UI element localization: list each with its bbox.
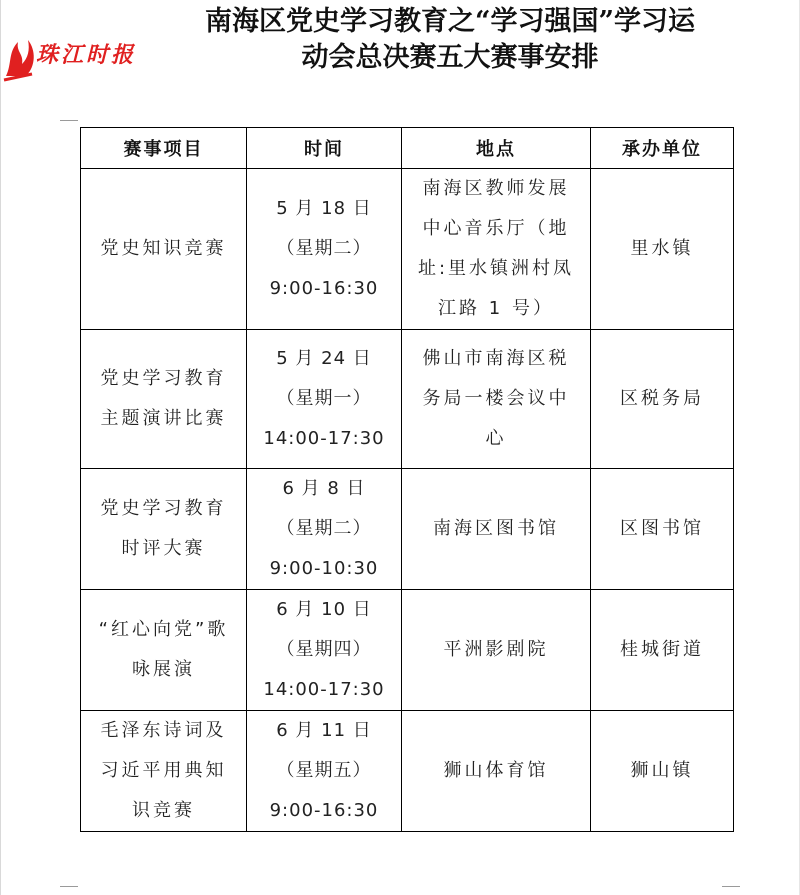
time-weekday: （星期五）: [276, 760, 372, 781]
place-line: 南海区教师发展: [422, 178, 570, 199]
time-date: 5 月 24 日: [276, 348, 372, 369]
newspaper-logo: [2, 24, 177, 84]
time-cell: [247, 711, 402, 832]
time-cell: [247, 169, 402, 330]
table-row: [81, 469, 734, 590]
organizer-cell: [591, 330, 734, 469]
organizer-cell: [591, 469, 734, 590]
place-line: 平洲影剧院: [443, 639, 549, 660]
event-line: “红心向党”歌: [98, 619, 229, 640]
time-cell: [247, 330, 402, 469]
time-range: 9:00-16:30: [269, 800, 379, 821]
header-place: 地点: [402, 128, 591, 169]
place-line: 中心音乐厅（地: [422, 218, 570, 239]
event-line: 时评大赛: [121, 538, 206, 559]
header-time: 时间: [247, 128, 402, 169]
table-row: [81, 590, 734, 711]
place-line: 狮山体育馆: [443, 760, 549, 781]
table-row: [81, 711, 734, 832]
corner-mark-bottom-left: [60, 886, 78, 887]
event-line: 党史学习教育: [100, 368, 227, 389]
time-date: 6 月 10 日: [276, 599, 372, 620]
organizer-text: 里水镇: [630, 238, 694, 259]
header-event: 赛事项目: [81, 128, 247, 169]
organizer-text: 桂城街道: [620, 639, 704, 660]
organizer-text: 区图书馆: [620, 518, 704, 539]
place-cell: [402, 330, 591, 469]
event-line: 咏展演: [132, 659, 195, 680]
corner-mark-top-left: [60, 120, 78, 121]
organizer-cell: [591, 169, 734, 330]
time-date: 5 月 18 日: [276, 198, 372, 219]
place-line: 务局一楼会议中: [422, 388, 570, 409]
event-cell: [81, 590, 247, 711]
event-line: 毛泽东诗词及: [100, 720, 227, 741]
organizer-text: 区税务局: [620, 388, 704, 409]
event-cell: [81, 711, 247, 832]
page-edge-left: [0, 0, 1, 895]
place-line: 南海区图书馆: [433, 518, 559, 539]
time-date: 6 月 11 日: [276, 720, 372, 741]
logo-text: 珠江时报: [36, 42, 137, 68]
place-cell: [402, 169, 591, 330]
time-range: 9:00-10:30: [269, 558, 379, 579]
event-cell: [81, 169, 247, 330]
time-date: 6 月 8 日: [282, 478, 366, 499]
time-weekday: （星期一）: [276, 388, 372, 409]
time-weekday: （星期二）: [276, 238, 372, 259]
place-line: 佛山市南海区税: [422, 348, 570, 369]
organizer-cell: [591, 590, 734, 711]
table-row: [81, 169, 734, 330]
table-row: [81, 330, 734, 469]
organizer-cell: [591, 711, 734, 832]
time-weekday: （星期二）: [276, 518, 372, 539]
place-cell: [402, 590, 591, 711]
event-line: 党史知识竞赛: [100, 238, 227, 259]
schedule-table: [80, 127, 734, 832]
event-cell: [81, 330, 247, 469]
event-line: 习近平用典知: [100, 760, 227, 781]
time-cell: [247, 590, 402, 711]
time-cell: [247, 469, 402, 590]
place-cell: [402, 711, 591, 832]
place-line: 心: [485, 428, 507, 449]
title-line-2: 动会总决赛五大赛事安排: [301, 42, 599, 73]
time-range: 14:00-17:30: [263, 679, 385, 700]
header-organizer: 承办单位: [591, 128, 734, 169]
event-line: 识竞赛: [132, 800, 195, 821]
place-line: 址:里水镇洲村凤: [417, 258, 575, 279]
time-range: 14:00-17:30: [263, 428, 385, 449]
organizer-text: 狮山镇: [630, 760, 694, 781]
event-line: 主题演讲比赛: [100, 408, 227, 429]
event-line: 党史学习教育: [100, 498, 227, 519]
place-line: 江路 1 号）: [438, 298, 554, 319]
table-header-row: [81, 128, 734, 169]
time-weekday: （星期四）: [276, 639, 372, 660]
page-title: [200, 4, 700, 76]
time-range: 9:00-16:30: [269, 278, 379, 299]
title-line-1: 南海区党史学习教育之“学习强国”学习运: [204, 6, 696, 37]
place-cell: [402, 469, 591, 590]
event-cell: [81, 469, 247, 590]
corner-mark-bottom-right: [722, 886, 740, 887]
